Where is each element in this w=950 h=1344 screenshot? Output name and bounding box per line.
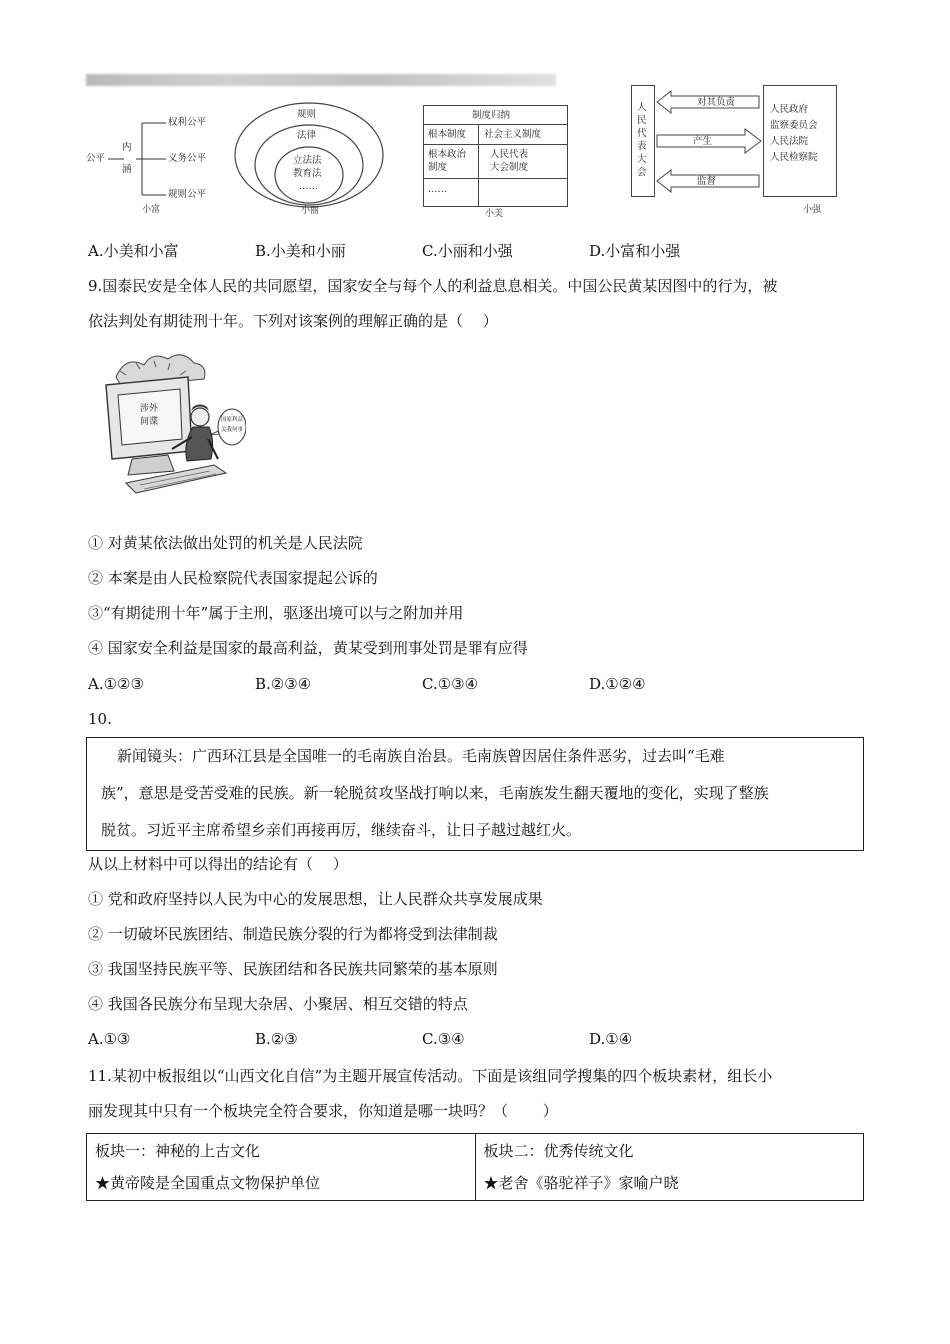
xiaoqiang-left-box	[631, 85, 655, 197]
xiaoli-ring-inner: 立法法	[293, 155, 322, 166]
xiaofu-caption: 小富	[142, 205, 161, 215]
xiaomei-cell: 人民代表	[490, 149, 529, 160]
xiaomei-caption: 小美	[485, 209, 504, 219]
cartoon-screen-text: 涉外	[140, 404, 159, 414]
xiaoqiang-left-char: 人	[637, 102, 647, 113]
q10-news-line: 新闻镜头：广西环江县是全国唯一的毛南族自治县。毛南族曾因居住条件恶劣，过去叫“毛难	[117, 747, 725, 765]
q10-news-line: 族”，意思是受苦受难的民族。新一轮脱贫攻坚战打响以来，毛南族发生翻天覆地的变化，实现了整族	[101, 784, 769, 802]
board-title: 板块一：神秘的上古文化	[95, 1142, 261, 1160]
q10-option-a[interactable]: A.①③	[88, 1030, 131, 1048]
cropped-text-remnant	[86, 74, 556, 86]
q9-statement: ② 本案是由人民检察院代表国家提起公诉的	[88, 569, 378, 587]
xiaomei-cell: 根本政治	[428, 149, 467, 160]
q9-cartoon	[96, 347, 246, 497]
board-item: ★老舍《骆驼祥子》家喻户晓	[483, 1174, 679, 1192]
xiaofu-root: 公平	[86, 153, 106, 164]
q10-option-d[interactable]: D.①④	[589, 1030, 633, 1048]
xiaoli-caption: 小丽	[301, 206, 320, 216]
board-item: ★黄帝陵是全国重点文物保护单位	[95, 1174, 321, 1192]
board-title: 板块二：优秀传统文化	[483, 1142, 634, 1160]
xiaomei-cell: 社会主义制度	[484, 129, 542, 140]
q8-options	[88, 241, 868, 261]
xiaoqiang-left-char: 代	[637, 128, 647, 139]
board-cell-2	[475, 1134, 864, 1201]
q9-statement: ③“有期徒刑十年”属于主刑，驱逐出境可以与之附加并用	[88, 604, 464, 622]
q11-stem-line2: 丽发现其中只有一个板块完全符合要求，你知道是哪一块吗？（ ）	[88, 1102, 558, 1120]
xiaomei-cell: 大会制度	[490, 162, 529, 173]
xiaofu-connector-1: 内	[122, 142, 132, 153]
xiaoli-ring-inner: ……	[299, 181, 318, 192]
q9-option-c[interactable]: C.①③④	[422, 675, 479, 693]
xiaoli-ring-middle: 法律	[297, 130, 317, 141]
q10-news-box	[86, 737, 864, 851]
q9-stem-line2: 依法判处有期徒刑十年。下列对该案例的理解正确的是（ ）	[88, 312, 498, 330]
q10-stem: 从以上材料中可以得出的结论有（ ）	[88, 855, 348, 873]
xiaoqiang-arrow-label: 对其负责	[697, 97, 736, 108]
cartoon-bubble-text: 关我何事	[221, 427, 244, 433]
xiaofu-item: 义务公平	[168, 153, 207, 164]
xiaoqiang-organ: 人民法院	[770, 136, 809, 147]
q10-news-line: 脱贫。习近平主席希望乡亲们再接再厉，继续奋斗，让日子越过越红火。	[101, 821, 582, 839]
q8-option-c[interactable]: C.小丽和小强	[422, 242, 513, 260]
xiaoqiang-left-char: 民	[637, 115, 647, 126]
diagram-xiaomei	[423, 105, 573, 218]
q10-option-b[interactable]: B.②③	[255, 1030, 298, 1048]
q8-figure-strip	[86, 70, 846, 220]
q9-option-a[interactable]: A.①②③	[88, 675, 144, 693]
q10-statement: ① 党和政府坚持以人民为中心的发展思想，让人民群众共享发展成果	[88, 890, 543, 908]
xiaoli-ring-inner: 教育法	[293, 168, 322, 179]
diagram-xiaoqiang	[631, 85, 846, 220]
xiaofu-item: 权利公平	[168, 117, 207, 128]
cartoon-bubble-text: 国家利益	[221, 417, 244, 423]
xiaofu-connector-2: 涵	[122, 164, 132, 175]
xiaofu-item: 规则公平	[168, 189, 207, 200]
xiaomei-cell: 根本制度	[428, 129, 467, 140]
q9-statement: ① 对黄某依法做出处罚的机关是人民法院	[88, 534, 363, 552]
table-row	[87, 1134, 864, 1201]
xiaoqiang-caption: 小强	[803, 205, 822, 215]
q8-option-d[interactable]: D.小富和小强	[589, 242, 681, 260]
xiaomei-cell: 制度	[428, 162, 448, 173]
q10-option-c[interactable]: C.③④	[422, 1030, 465, 1048]
xiaoqiang-organ: 监察委员会	[770, 120, 818, 131]
q9-stem-line1: 9.国泰民安是全体人民的共同愿望，国家安全与每个人的利益息息相关。中国公民黄某因图中的行为，被	[88, 277, 778, 295]
q8-option-b[interactable]: B.小美和小丽	[255, 242, 346, 260]
xiaoqiang-left-char: 表	[637, 141, 647, 152]
q9-options	[88, 674, 868, 694]
xiaoqiang-arrow-label: 产生	[693, 136, 713, 147]
diagram-xiaoli	[231, 100, 391, 218]
xiaoqiang-right-box	[763, 85, 837, 197]
q9-option-d[interactable]: D.①②④	[589, 675, 646, 693]
q10-number: 10.	[88, 710, 112, 728]
q11-stem-line1: 11.某初中板报组以“山西文化自信”为主题开展宣传活动。下面是该组同学搜集的四个板块素材，组长小	[88, 1067, 773, 1085]
xiaoqiang-left-char: 大	[637, 154, 647, 165]
xiaomei-table	[423, 105, 568, 207]
q11-board-table	[86, 1133, 864, 1201]
xiaoqiang-organ: 人民政府	[770, 104, 809, 115]
xiaoqiang-organ: 人民检察院	[770, 152, 818, 163]
q10-statement: ③ 我国坚持民族平等、民族团结和各民族共同繁荣的基本原则	[88, 960, 498, 978]
q9-statement: ④ 国家安全利益是国家的最高利益，黄某受到刑事处罚是罪有应得	[88, 639, 528, 657]
diagram-xiaofu	[86, 110, 226, 218]
xiaomei-cell: ……	[428, 184, 447, 195]
q10-options	[88, 1029, 868, 1049]
xiaomei-header: 制度归纳	[472, 110, 511, 121]
q9-option-b[interactable]: B.②③④	[255, 675, 312, 693]
q8-option-a[interactable]: A.小美和小富	[88, 242, 179, 260]
board-cell-1	[87, 1134, 476, 1201]
cartoon-screen-text: 间谍	[140, 417, 159, 427]
xiaoli-ring-outer: 规则	[297, 109, 317, 120]
xiaoqiang-left-char: 会	[637, 167, 647, 178]
q10-statement: ② 一切破坏民族团结、制造民族分裂的行为都将受到法律制裁	[88, 925, 498, 943]
q10-statement: ④ 我国各民族分布呈现大杂居、小聚居、相互交错的特点	[88, 995, 468, 1013]
xiaoqiang-arrow-label: 监督	[697, 176, 717, 187]
